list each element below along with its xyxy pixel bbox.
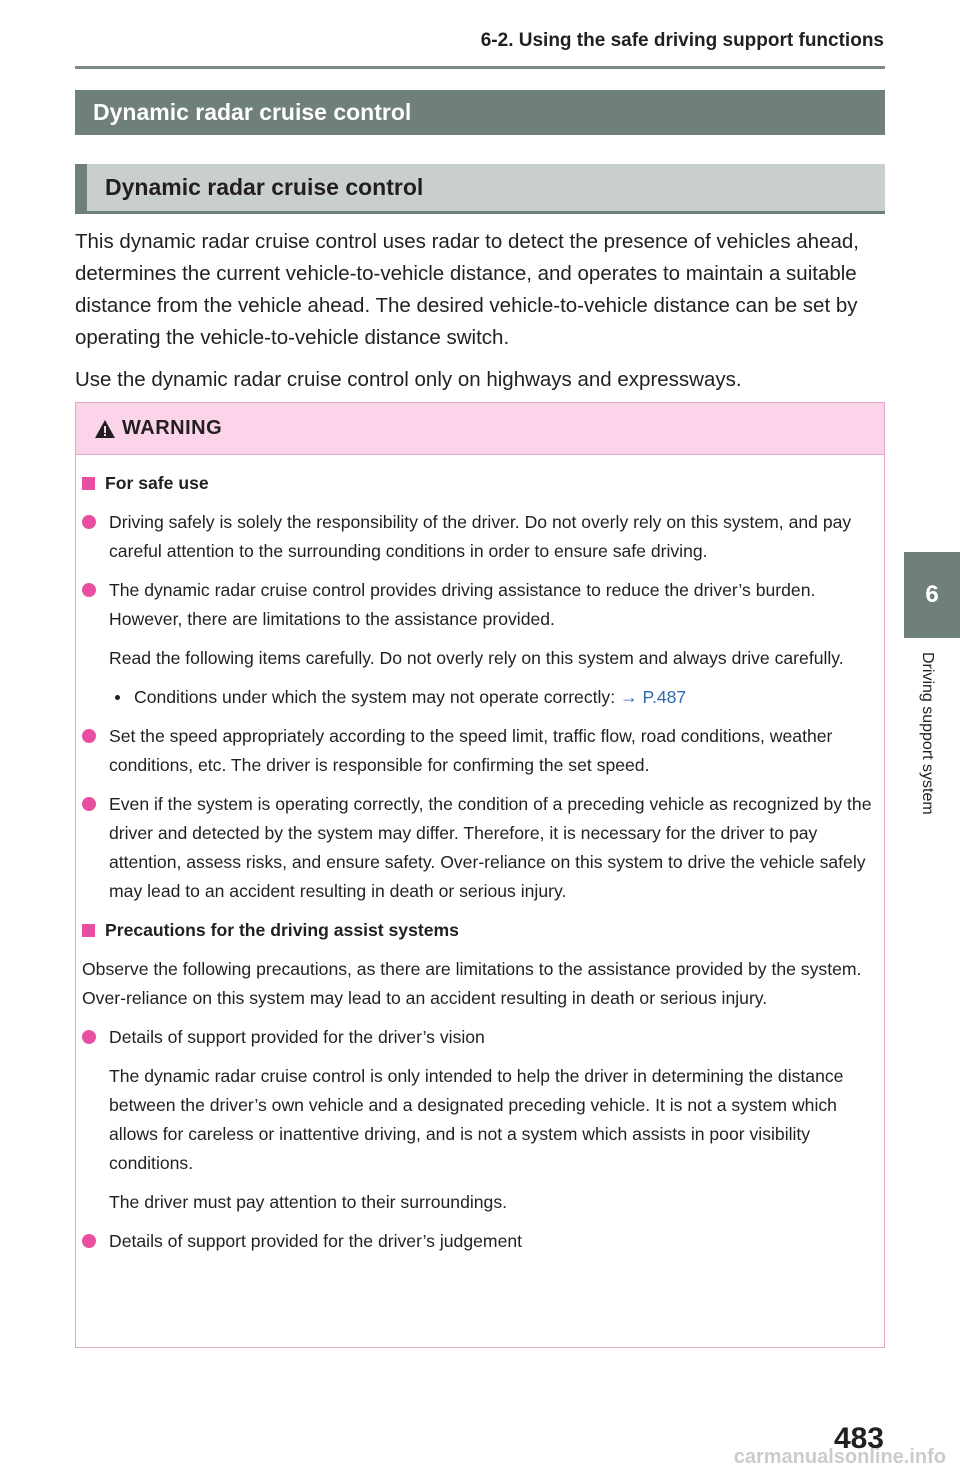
indented-paragraph: The dynamic radar cruise control is only intended to help the driver in determining the distance between the driver’s own vehicle and a designated preceding vehicle. It is not a system which allows for careless or inattentive driving, and is not a system which assists in poor visibility conditions. [109,1066,844,1173]
list-item: Set the speed appropriately according to the speed limit, traffic flow, road conditions, weather conditions, etc. The driver is responsible for confirming the set speed. [82,722,872,780]
bullet-dot-icon [82,729,96,743]
subheading-precautions: Precautions for the driving assist systems [82,916,872,945]
sub-bullet-icon [115,695,120,700]
list-item: Details of support provided for the driver’s vision [82,1023,872,1052]
list-item: Details of support provided for the driver’s judgement [82,1227,872,1256]
bullet-dot-icon [82,1030,96,1044]
bullet-dot-icon [82,797,96,811]
watermark: carmanualsonline.info [733,1446,946,1468]
square-bullet-icon [82,924,95,937]
page-number: 483 [833,1422,884,1455]
bullet-dot-icon [82,515,96,529]
intro-paragraph: This dynamic radar cruise control uses radar to detect the presence of vehicles ahead, determines the current vehicle-to-vehicle distance, and operates to maintain a suitable distance from the vehicle ahead. The desired vehicle-to-vehicle distance can be set by operating the vehicle-to-vehicle distance switch. [75,230,859,349]
precautions-paragraph: Observe the following precautions, as there are limitations to the assistance provided by the system. Over-reliance on this system may lead to an accident resulting in death or serious injury. [82,959,862,1008]
chapter-number: 6 [925,581,939,608]
subsection-title: Dynamic radar cruise control [105,174,424,200]
indented-paragraph: Read the following items carefully. Do not overly rely on this system and always drive carefully. [109,648,844,668]
chapter-label: Driving support system [919,652,936,815]
warning-body [76,455,884,1256]
square-bullet-icon [82,477,95,490]
section-title-bar [75,90,885,135]
list-item: Driving safely is solely the responsibility of the driver. Do not overly rely on this system, and pay careful attention to the surrounding conditions in order to ensure safe driving. [82,508,872,566]
section-title: Dynamic radar cruise control [93,99,412,125]
list-item: Even if the system is operating correctly, the condition of a preceding vehicle as recognized by the driver and detected by the system may differ. Therefore, it is necessary for the driver to pay attention, assess risks, and ensure safety. Over-reliance on this system to drive the vehicle safely may lead to an accident resulting in death or serious injury. [82,790,872,906]
page-reference-link[interactable]: → P.487 [620,687,687,707]
bullet-dot-icon [82,583,96,597]
warning-box [75,402,885,1348]
running-header: 6-2. Using the safe driving support functions [480,30,884,51]
bullet-dot-icon [82,1234,96,1248]
sub-list-item: Conditions under which the system may not operate correctly: → P.487 [115,683,872,712]
subsection-title-bar [75,164,885,214]
warning-triangle-icon [94,419,116,439]
warning-header [76,403,884,455]
subheading-safe-use: For safe use [82,469,872,498]
warning-label: WARNING [122,417,223,439]
indented-paragraph: The driver must pay attention to their surroundings. [109,1192,508,1212]
header-rule [75,66,885,69]
list-item: The dynamic radar cruise control provides driving assistance to reduce the driver’s burden. However, there are limitations to the assistance provided. [82,576,872,634]
chapter-tab [904,552,960,638]
usage-paragraph: Use the dynamic radar cruise control only on highways and expressways. [75,368,742,391]
